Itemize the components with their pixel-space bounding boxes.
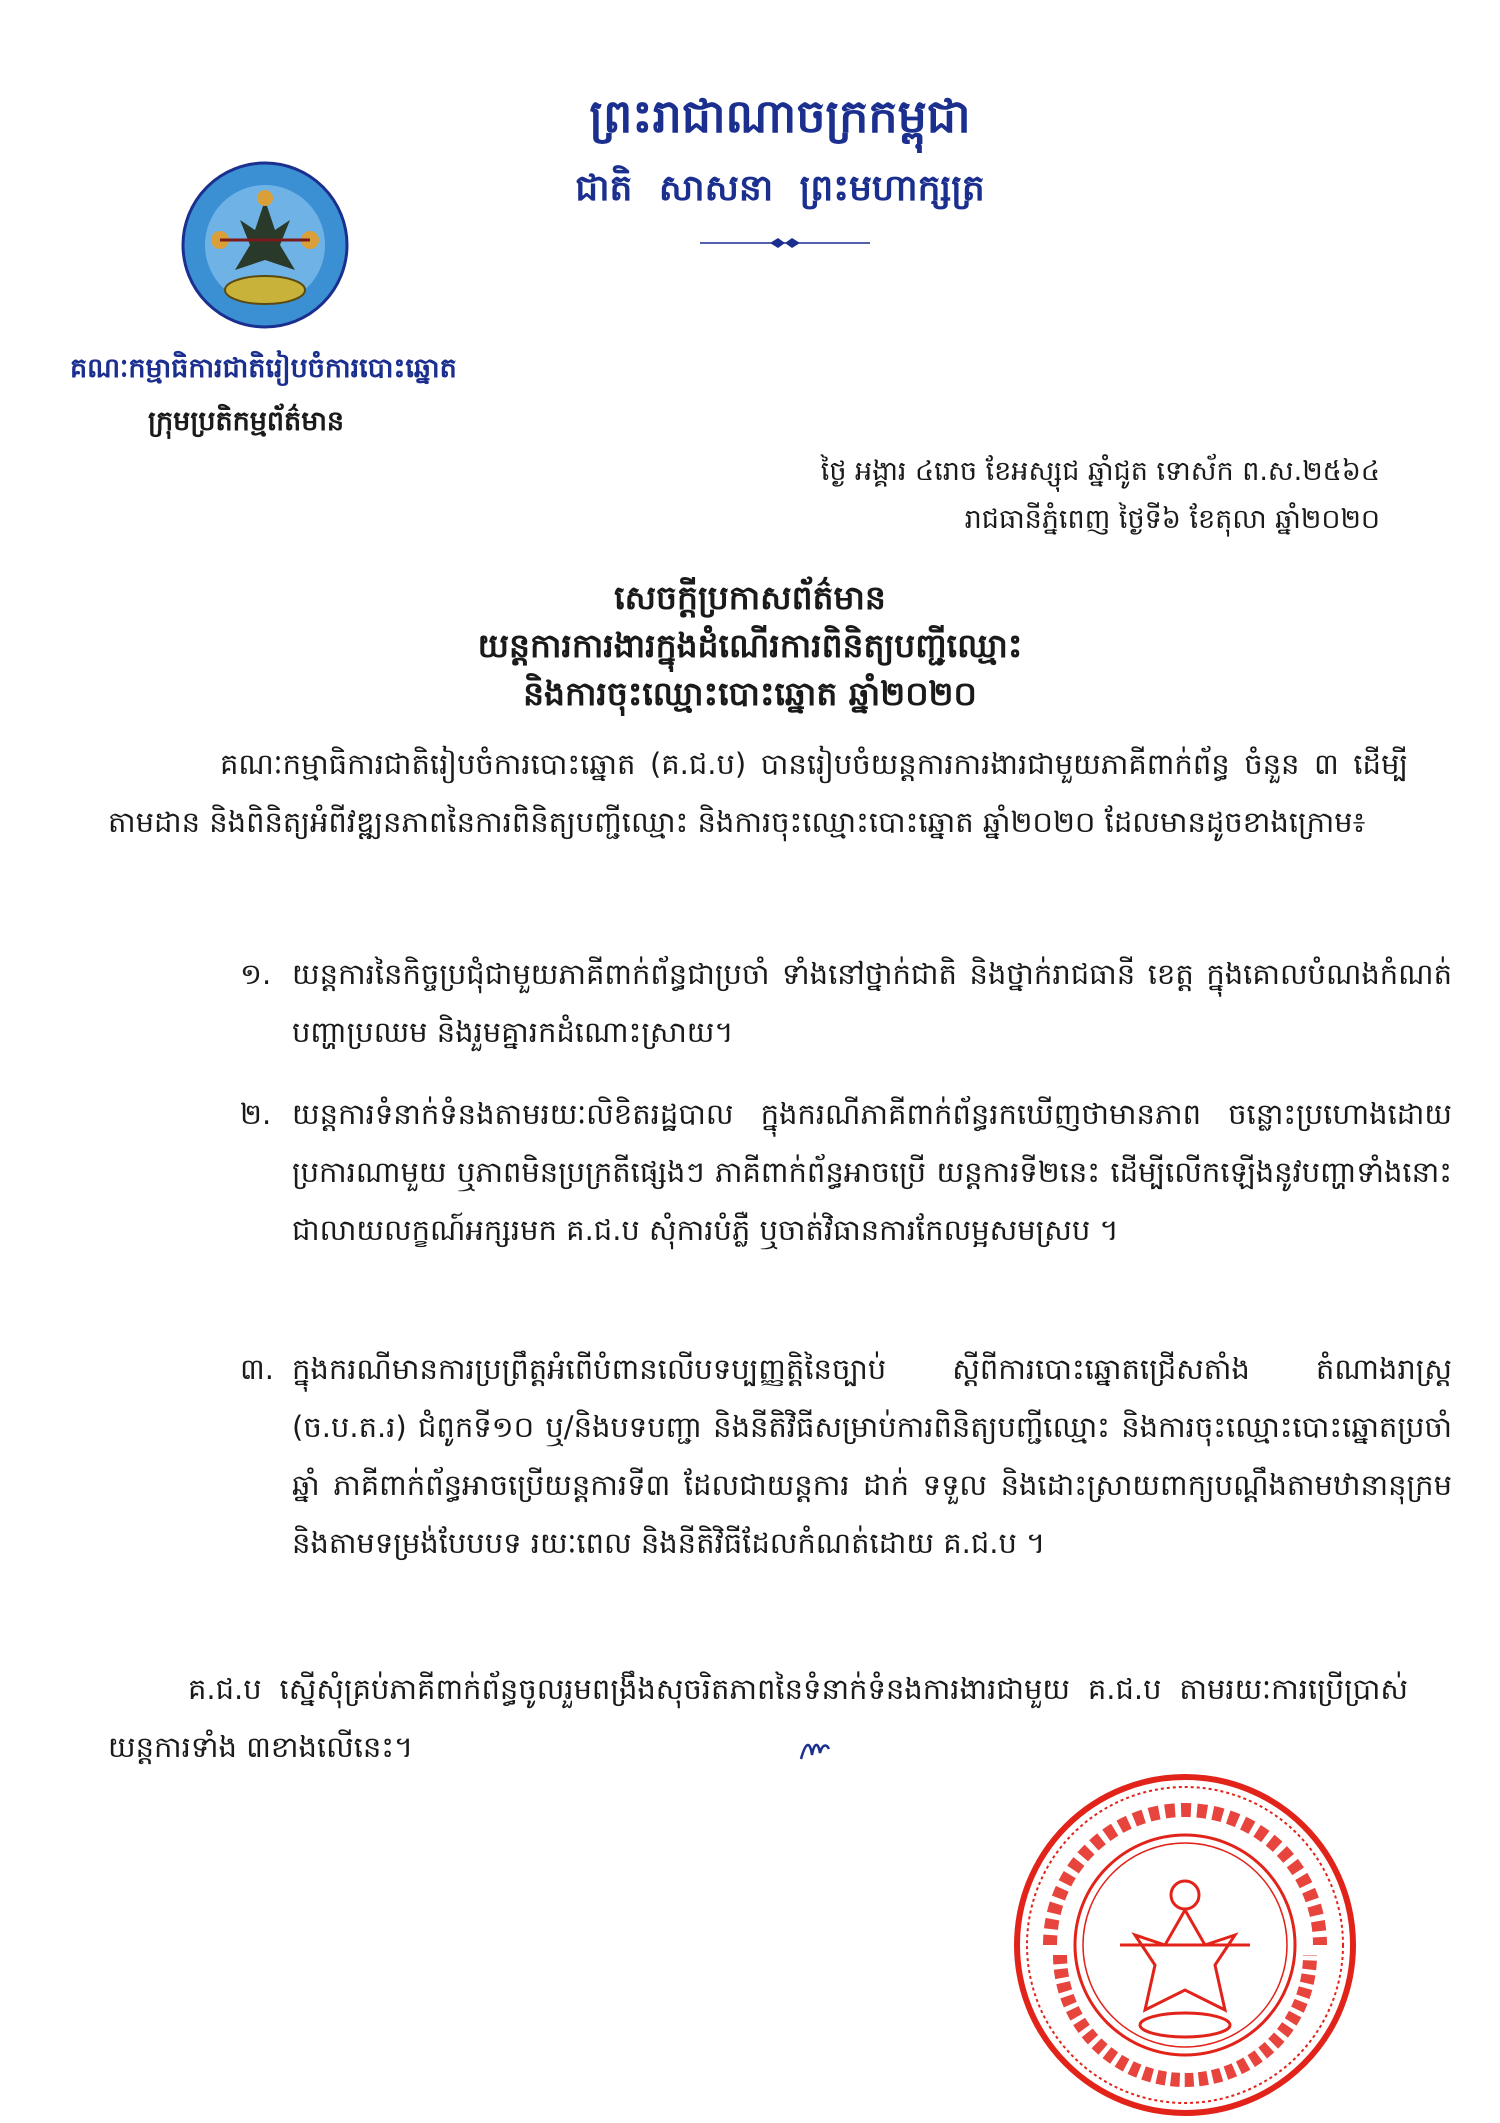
document-title: សេចក្ដីប្រកាសព័ត៌មាន [614,578,886,617]
ornament-divider-icon [700,236,870,250]
item-text: ក្នុងករណីមានការប្រព្រឹត្តអំពើបំពានលើបទប្បញ្ញត្តិនៃច្បាប់ ស្ដីពីការបោះឆ្នោតជ្រើសតាំង តំណាងរាស្ត្រ (ច.ប.ត.រ) ជំពូកទី១០ ឬ/និងបទបញ្ជា និងនីតិវិធីសម្រាប់ការពិនិត្យបញ្ជីឈ្មោះ និងការចុះឈ្មោះបោះឆ្នោតប្រចាំឆ្នាំ ភាគីពាក់ព័ន្ធអាចប្រើយន្តការទី៣ ដែលជាយន្តការ ដាក់ ទទួល និងដោះស្រាយពាក្យបណ្ដឹងតាមឋានានុក្រម និងតាមទម្រង់បែបបទ រយៈពេល និងនីតិវិធីដែលកំណត់ដោយ គ.ជ.ប ។ [292,1352,1452,1560]
intro-paragraph: គណៈកម្មាធិការជាតិរៀបចំការបោះឆ្នោត (គ.ជ.ប) បានរៀបចំយន្តការការងារជាមួយភាគីពាក់ព័ន្ធ ចំនួន ៣ ដើម្បីតាមដាន និងពិនិត្យអំពីវឌ្ឍនភាពនៃការពិនិត្យបញ្ជីឈ្មោះ និងការចុះឈ្មោះបោះឆ្នោត ឆ្នាំ២០២០ ដែលមានដូចខាងក្រោម៖ [108,747,1408,839]
document-subtitle-line1: យន្តការការងារក្នុងដំណើរការពិនិត្យបញ្ជីឈ្មោះ [477,626,1023,665]
unit-name: ក្រុមប្រតិកម្មព័ត៌មាន [148,406,345,437]
item-number: ២. [240,1097,272,1131]
lunar-date: ថ្ងៃ អង្គារ ៤រោច ខែអស្សុជ ឆ្នាំជូត ទោស័ក ព.ស.២៥៦៤ [820,456,1380,487]
document-subtitle-line2: និងការចុះឈ្មោះបោះឆ្នោត ឆ្នាំ២០២០ [523,674,977,713]
kingdom-title: ព្រះរាជាណាចក្រកម្ពុជា [589,89,971,143]
committee-name: គណៈកម្មាធិការជាតិរៀបចំការបោះឆ្នោត [70,353,457,384]
national-motto: ជាតិ សាសនា ព្រះមហាក្សត្រ [575,167,985,209]
item-number: ១. [240,957,272,991]
closing-paragraph: គ.ជ.ប ស្នើសុំគ្រប់ភាគីពាក់ព័ន្ធចូលរួមពង្រឹងសុចរិតភាពនៃទំនាក់ទំនងការងារជាមួយ គ.ជ.ប តាមរយៈការប្រើប្រាស់យន្តការទាំង ៣ខាងលើនេះ។ [108,1672,1408,1764]
official-seal-icon [1010,1770,1360,2120]
item-number: ៣. [240,1352,274,1386]
item-text: យន្តការទំនាក់ទំនងតាមរយៈលិខិតរដ្ឋបាល ក្នុងករណីភាគីពាក់ព័ន្ធរកឃើញថាមានភាព ចន្លោះប្រហោងដោយប្រការណាមួយ ឬភាពមិនប្រក្រតីផ្សេងៗ ភាគីពាក់ព័ន្ធអាចប្រើ យន្តការទី២នេះ ដើម្បីលើកឡើងនូវបញ្ហាទាំងនោះជាលាយលក្ខណ៍អក្សរមក គ.ជ.ប សុំការបំភ្លឺ ឬចាត់វិធានការកែលម្អសមស្រប ។ [292,1097,1452,1247]
nec-emblem-icon [180,160,350,330]
item-text: យន្តការនៃកិច្ចប្រជុំជាមួយភាគីពាក់ព័ន្ធជាប្រចាំ ទាំងនៅថ្នាក់ជាតិ និងថ្នាក់រាជធានី ខេត្ត ក្នុងគោលបំណងកំណត់បញ្ហាប្រឈម និងរួមគ្នារកដំណោះស្រាយ។ [292,957,1452,1049]
signature-mark-icon [798,1735,832,1765]
solar-date: រាជធានីភ្នំពេញ ថ្ងៃទី៦ ខែតុលា ឆ្នាំ២០២០ [964,504,1380,535]
